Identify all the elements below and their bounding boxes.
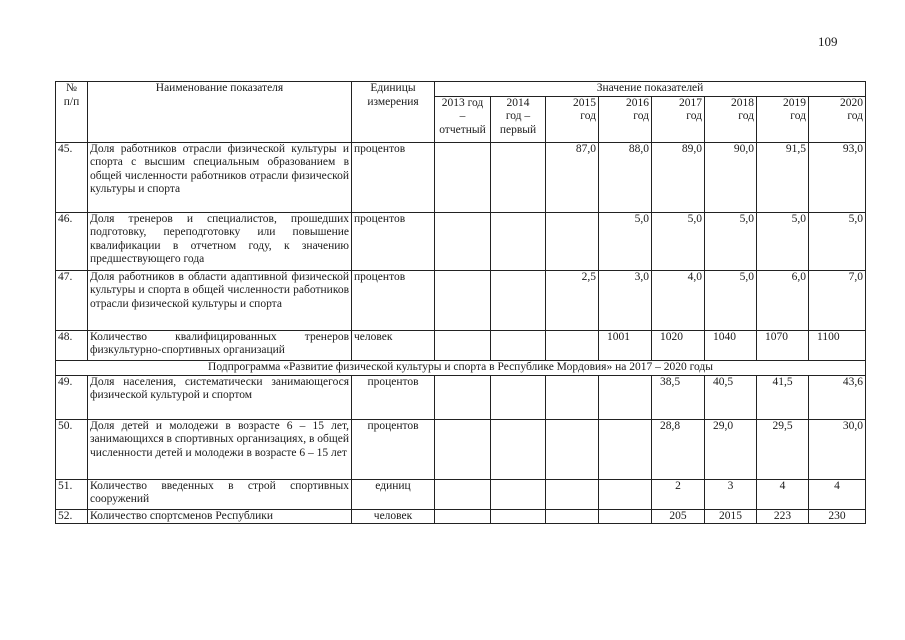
indicator-name: Количество введенных в строй спортивных сооружений [88, 479, 352, 509]
value-2013 [435, 330, 491, 360]
value-2019: 91,5 [757, 142, 809, 212]
value-2018: 5,0 [705, 270, 757, 330]
value-2017: 1020 [652, 330, 705, 360]
table-row [56, 375, 866, 419]
value-2020: 4 [809, 479, 866, 509]
value-2014 [491, 375, 546, 419]
value-2015 [546, 375, 599, 419]
value-2017: 4,0 [652, 270, 705, 330]
row-number: 50. [56, 419, 88, 479]
table-row [56, 479, 866, 509]
row-number: 51. [56, 479, 88, 509]
value-2017: 5,0 [652, 212, 705, 270]
value-2017: 2 [652, 479, 705, 509]
value-2014 [491, 419, 546, 479]
value-2015 [546, 419, 599, 479]
table-row [56, 419, 866, 479]
value-2015: 2,5 [546, 270, 599, 330]
value-2016: 1001 [599, 330, 652, 360]
value-2013 [435, 419, 491, 479]
header-year-2013: 2013 год – отчетный [435, 96, 491, 142]
value-2014 [491, 330, 546, 360]
value-2015 [546, 330, 599, 360]
value-2015 [546, 509, 599, 524]
value-2018: 29,0 [705, 419, 757, 479]
header-name: Наименование показателя [88, 82, 352, 143]
indicator-name: Доля работников в области адаптивной физической культуры и спорта в общей численности работников отрасли физической культуры и спорта [88, 270, 352, 330]
row-number: 49. [56, 375, 88, 419]
header-values-group: Значение показателей [435, 82, 866, 97]
value-2020: 7,0 [809, 270, 866, 330]
indicator-name: Количество квалифицированных тренеров физкультурно-спортивных организаций [88, 330, 352, 360]
header-unit: Единицы измерения [352, 82, 435, 143]
value-2020: 43,6 [809, 375, 866, 419]
subprogram-row [56, 360, 866, 375]
value-2014 [491, 142, 546, 212]
header-year-2020: 2020 год [809, 96, 866, 142]
table-row [56, 509, 866, 524]
value-2014 [491, 509, 546, 524]
value-2017: 38,5 [652, 375, 705, 419]
indicator-name: Доля работников отрасли физической культуры и спорта с высшим специальным образованием в общей численности работников отрасли физической культуры и спорта [88, 142, 352, 212]
value-2018: 3 [705, 479, 757, 509]
unit: процентов [352, 419, 435, 479]
value-2016: 5,0 [599, 212, 652, 270]
value-2013 [435, 142, 491, 212]
value-2020: 1100 [809, 330, 866, 360]
value-2017: 205 [652, 509, 705, 524]
indicator-name: Доля населения, систематически занимающегося физической культурой и спортом [88, 375, 352, 419]
value-2019: 5,0 [757, 212, 809, 270]
table-row [56, 270, 866, 330]
indicator-name: Количество спортсменов Республики [88, 509, 352, 524]
value-2018: 40,5 [705, 375, 757, 419]
value-2015 [546, 212, 599, 270]
value-2014 [491, 212, 546, 270]
header-year-2019: 2019 год [757, 96, 809, 142]
value-2019: 29,5 [757, 419, 809, 479]
indicator-name: Доля детей и молодежи в возрасте 6 – 15 лет, занимающихся в спортивных организациях, в общей численности детей и молодежи в возрасте 6 – 15 лет [88, 419, 352, 479]
value-2016 [599, 509, 652, 524]
unit: процентов [352, 375, 435, 419]
subprogram-title: Подпрограмма «Развитие физической культуры и спорта в Республике Мордовия» на 2017 – 2020 годы [56, 360, 866, 375]
header-year-2016: 2016 год [599, 96, 652, 142]
value-2018: 90,0 [705, 142, 757, 212]
value-2019: 223 [757, 509, 809, 524]
value-2019: 1070 [757, 330, 809, 360]
value-2017: 28,8 [652, 419, 705, 479]
row-number: 46. [56, 212, 88, 270]
value-2015: 87,0 [546, 142, 599, 212]
value-2020: 5,0 [809, 212, 866, 270]
value-2016 [599, 375, 652, 419]
value-2013 [435, 375, 491, 419]
value-2020: 230 [809, 509, 866, 524]
value-2016: 88,0 [599, 142, 652, 212]
value-2018: 1040 [705, 330, 757, 360]
unit: процентов [352, 142, 435, 212]
value-2014 [491, 270, 546, 330]
header-year-2017: 2017 год [652, 96, 705, 142]
unit: единиц [352, 479, 435, 509]
value-2020: 93,0 [809, 142, 866, 212]
unit: процентов [352, 270, 435, 330]
unit: процентов [352, 212, 435, 270]
header-year-2014: 2014 год – первый [491, 96, 546, 142]
value-2016: 3,0 [599, 270, 652, 330]
header-year-2015: 2015 год [546, 96, 599, 142]
page-number: 109 [818, 34, 838, 49]
unit: человек [352, 509, 435, 524]
value-2015 [546, 479, 599, 509]
unit: человек [352, 330, 435, 360]
header-num: № п/п [56, 82, 88, 143]
row-number: 48. [56, 330, 88, 360]
value-2018: 2015 [705, 509, 757, 524]
value-2019: 41,5 [757, 375, 809, 419]
value-2019: 6,0 [757, 270, 809, 330]
value-2013 [435, 270, 491, 330]
value-2013 [435, 479, 491, 509]
value-2020: 30,0 [809, 419, 866, 479]
value-2017: 89,0 [652, 142, 705, 212]
value-2019: 4 [757, 479, 809, 509]
table-row [56, 142, 866, 212]
row-number: 47. [56, 270, 88, 330]
table-row [56, 212, 866, 270]
value-2016 [599, 479, 652, 509]
indicators-table [55, 81, 866, 524]
table-row [56, 330, 866, 360]
indicator-name: Доля тренеров и специалистов, прошедших подготовку, переподготовку или повышение квалификации в отчетном году, к значению предшествующего года [88, 212, 352, 270]
value-2013 [435, 212, 491, 270]
value-2013 [435, 509, 491, 524]
value-2018: 5,0 [705, 212, 757, 270]
header-year-2018: 2018 год [705, 96, 757, 142]
value-2014 [491, 479, 546, 509]
row-number: 45. [56, 142, 88, 212]
row-number: 52. [56, 509, 88, 524]
value-2016 [599, 419, 652, 479]
